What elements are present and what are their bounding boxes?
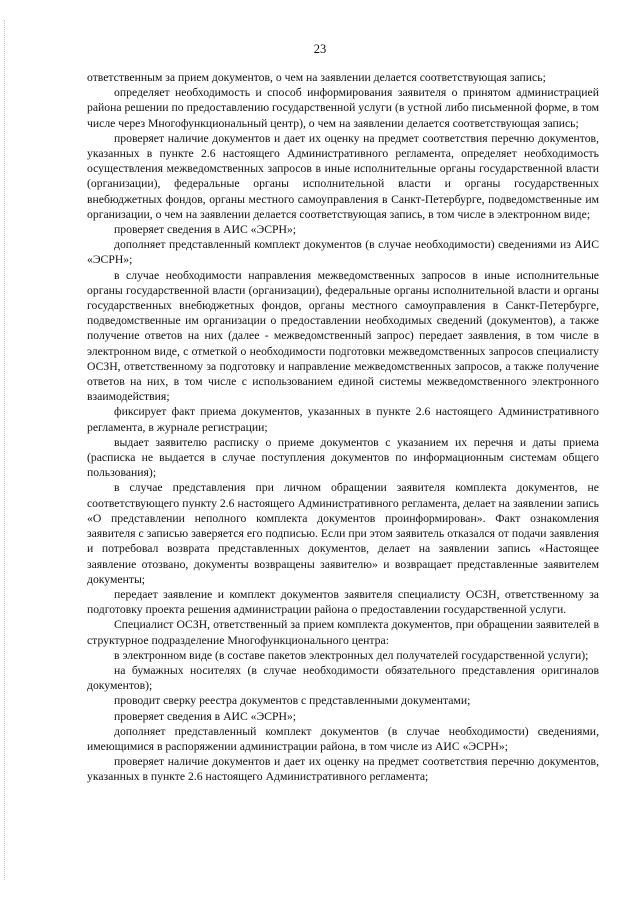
document-body — [87, 70, 599, 785]
paragraph: проверяет сведения в АИС «ЭСРН»; — [114, 709, 297, 723]
page-number: 23 — [313, 42, 327, 56]
paragraph: фиксирует факт приема документов, указанных в пункте 2.6 настоящего Административного регламента, в журнале регистрации; — [87, 405, 599, 434]
paragraph: дополняет представленный комплект документов (в случае необходимости) сведениями из АИС «ЭСРН»; — [87, 238, 599, 267]
paragraph: проводит сверку реестра документов с представленными документами; — [114, 694, 471, 708]
paragraph: определяет необходимость и способ информирования заявителя о принятом администрацией района решении по предоставлению государственной услуги (в устной либо письменной форме, в том числе через Многофункциональный центр), о чем на заявлении делается соответствующая запись; — [87, 86, 599, 130]
paragraph: на бумажных носителях (в случае необходимости обязательного представления оригиналов документов); — [87, 663, 599, 693]
paragraph: проверяет наличие документов и дает их оценку на предмет соответствия перечню документов, указанных в пункте 2.6 настоящего Административного регламента; — [87, 755, 599, 784]
paragraph: проверяет сведения в АИС «ЭСРН»; — [114, 223, 297, 237]
paragraph: в электронном виде (в составе пакетов электронных дел получателей государственной услуги); — [114, 648, 589, 662]
paragraph: в случае необходимости направления межведомственных запросов в иные исполнительные органы государственной власти (организации), федеральные органы исполнительной власти и органы государственных внебюджетных фондов, органы местного самоуправления в Санкт-Петербурге, подведомственные им организации о предоставлении необходимых сведений (документов), а также получение ответов на них (далее - межведомственный запрос) передает заявления, в том числе в электронном виде, с отметкой о необходимости подготовки межведомственных запросов специалисту ОСЗН, ответственному за подготовку и направление межведомственных запросов, а также получение ответов на них, в том числе с использованием единой системы межведомственного электронного взаимодействия; — [87, 268, 599, 404]
paragraph: выдает заявителю расписку о приеме документов с указанием их перечня и даты приема (расписка не выдается в случае поступления документов по информационным системам общего пользования); — [87, 435, 599, 480]
scan-margin-marks — [4, 20, 7, 880]
paragraph: в случае представления при личном обращении заявителя комплекта документов, не соответствующего пункту 2.6 настоящего Административного регламента, делает на заявлении запись «О представлении неполного комплекта документов проинформирован». Факт ознакомления заявителя с записью заверяется его подписью. Если при этом заявитель отказался от подачи заявления и потребовал возврата представленных документов, делает на заявлении запись «Настоящее заявление отозвано, документы возвращены заявителю» и возвращает представленные заявителем документы; — [87, 481, 599, 586]
paragraph: передает заявление и комплект документов заявителя специалисту ОСЗН, ответственному за подготовку проекта решения администрации района о предоставлении государственной услуги. — [87, 587, 599, 617]
paragraph: проверяет наличие документов и дает их оценку на предмет соответствия перечню документов, указанных в пункте 2.6 настоящего Административного регламента, определяет необходимость осуществления межведомственных запросов в иные исполнительные органы государственной власти (организации), федеральные органы исполнительной власти и органы государственных внебюджетных фондов, органы местного самоуправления в Санкт-Петербурге, подведомственные им организации, о чем на заявлении делается соответствующая запись, в том числе в электронном виде; — [87, 131, 599, 221]
paragraph: Специалист ОСЗН, ответственный за прием комплекта документов, при обращении заявителей в структурное подразделение Многофункционального центра: — [87, 618, 599, 647]
paragraph: ответственным за прием документов, о чем на заявлении делается соответствующая запись; — [87, 71, 546, 84]
paragraph: дополняет представленный комплект документов (в случае необходимости) сведениями, имеющимися в распоряжении администрации района, в том числе из АИС «ЭСРН»; — [87, 724, 599, 753]
